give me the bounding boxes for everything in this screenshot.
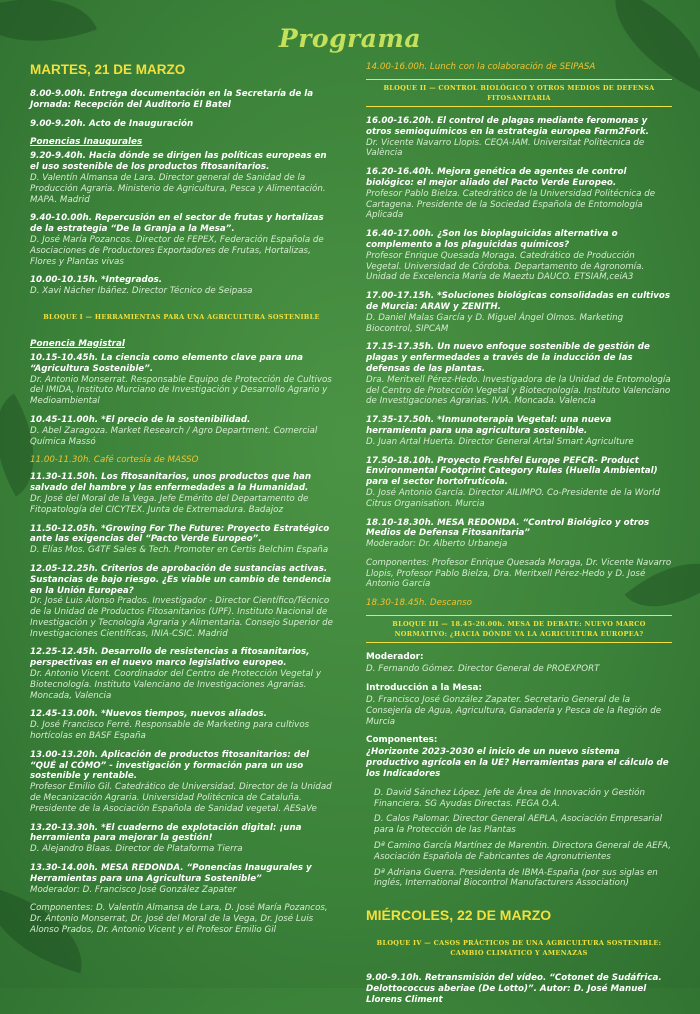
agenda-item: 16.00-16.20h. El control de plagas mediante feromonas y otros semioquímicos en la estrategia europea Farm2Fork. Dr. Vicente Navarro Llopis. CEQA-IAM. Universitat Politècnica de València: [366, 116, 649, 159]
agenda-item: 9.20-9.40h. Hacia dónde se dirigen las políticas europeas en el uso sostenible de los productos fitosanitarios. D. Valentín Almansa de Lara. Director general de Sanidad de la Producción Agraria. Ministerio de Agricultura, Pesca y Alimentación. MAPA. Madrid: [30, 151, 327, 205]
component-person: D. David Sánchez López. Jefe de Área de Innovación y Gestión Financiera. SG Ayudas Directas. FEGA O.A.: [374, 787, 645, 809]
agenda-item: 16.40-17.00h. ¿Son los bioplaguicidas alternativa o complemento a los plaguicidas químicos? Profesor Enrique Quesada Moraga. Catedrático de Producción Vegetal. Universidad de Córdoba. Departamento de Agronomía. Unidad de Excelencia María de Maeztu DAUCO. ETSIAM,ceiA3: [366, 229, 645, 283]
page-title: Programa: [278, 24, 422, 53]
component-person: D. Calos Palomar. Director General AEPLA, Asociación Empresarial para la Protección de las Plantas: [374, 814, 663, 836]
day-heading: MIÉRCOLES, 22 DE MARZO: [366, 907, 552, 924]
agenda-item: 9.40-10.00h. Repercusión en el sector de frutas y hortalizas de la estrategia “De la Granja a la Mesa”. D. José María Pozancos. Director de FEPEX, Federación Española de Asociaciones de Productores Exportadores de Frutas, Hortalizas, Flores y Plantas vivas: [30, 213, 324, 267]
components-label: Componentes:: [366, 735, 438, 746]
agenda-item: 18.10-18.30h. MESA REDONDA. “Control Biológico y otros Medios de Defensa Fitosanitaria” Moderador: Dr. Alberto Urbaneja: [366, 517, 650, 550]
agenda-item: 13.00-13.20h. Aplicación de productos fitosanitarios: del “QUÉ al CÓMO” - investigación y formación para un uso sostenible y rentable. Profesor Emilio Gil. Catedrático de Universidad. Director de la Unidad de Mecanización Agraria. Universidad Politécnica de Cataluña. Presidente de la Asociación Española de Sanidad vegetal. AESaVe: [30, 749, 332, 814]
day-heading: MARTES, 21 DE MARZO: [30, 62, 186, 77]
agenda-item: 13.20-13.30h. *El cuaderno de explotación digital: ¡una herramienta para mejorar la gestión! D. Alejandro Blaas. Director de Plataforma Tierra: [30, 822, 302, 855]
agenda-item: 17.15-17.35h. Un nuevo enfoque sostenible de gestión de plagas y enfermedades a través de la inducción de las defensas de las plantas. Dra. Meritxell Pérez-Hedo. Investigadora de la Unidad de Entomología del Centro de Protección Vegetal y Biotecnología. Instituto Valenciano de Investigaciones Agrarias. IVIA. Moncada. Valencia: [366, 342, 671, 407]
agenda-item: 12.45-13.00h. *Nuevos tiempos, nuevos aliados. D. José Francisco Ferré. Responsable de Marketing para cultivos hortícolas en BASF España: [30, 709, 310, 742]
block-heading: BLOQUE IV — CASOS PRÁCTICOS DE UNA AGRICULTURA SOSTENIBLE: CAMBIO CLIMÁTICO Y AMENAZAS: [376, 939, 662, 958]
agenda-item: 11.50-12.05h. *Growing For The Future: Proyecto Estratégico ante las exigencias del “Pacto Verde Europeo”. D. Elías Mos. G4TF Sales & Tech. Promoter en Certis Belchim España: [30, 523, 330, 556]
block-heading: BLOQUE I — HERRAMIENTAS PARA UNA AGRICULTURA SOSTENIBLE: [43, 312, 320, 321]
agenda-item: 8.00-9.00h. Entrega documentación en la Secretaría de la Jornada: Recepción del Auditorio El Batel: [30, 89, 314, 110]
agenda-item: 17.35-17.50h. *Inmunoterapia Vegetal: una nueva herramienta para una agricultura sostenible. D. Juan Artal Huerta. Director General Artal Smart Agriculture: [366, 415, 634, 447]
components-question: ¿Horizonte 2023-2030 el inicio de un nuevo sistema productivo agrícola en la UE? Herramientas para el cálculo de los Indicadores: [366, 747, 669, 780]
moderator-label: Moderador:: [366, 652, 424, 663]
block-heading: BLOQUE II — CONTROL BIOLÓGICO Y OTROS MEDIOS DE DEFENSA FITOSANITARIA: [383, 84, 655, 102]
agenda-item: 9.00-9.20h. Acto de Inauguración: [30, 118, 194, 129]
intro: D. Francisco José González Zapater. Secretario General de la Consejería de Agua, Agricultura, Ganadería y Pesca de la Región de Murcia: [366, 695, 662, 727]
section-heading: Ponencia Magistral: [30, 338, 125, 349]
section-heading: Ponencias Inaugurales: [30, 137, 143, 148]
agenda-item: 12.05-12.25h. Criterios de aprobación de sustancias activas. Sustancias de bajo riesgo. ¿Es viable un cambio de tendencia en la Unión Europea? Dr. José Luis Alonso Prados. Investigador - Director Científico/Técnico de la Unidad de Productos Fitosanitarios (UPF). Instituto Nacional de Investigación y Tecnología Agraria y Alimentaria. Consejo Superior de Investigaciones Científicas, INIA-CSIC. Madrid: [30, 563, 333, 639]
block-heading: BLOQUE III — 18.45-20.00h. MESA DE DEBATE: NUEVO MARCO NORMATIVO: ¿HACIA DÓNDE VA LA AGRICULTURA EUROPEA?: [392, 620, 646, 639]
agenda-item: 10.00-10.15h. *Integrados. D. Xavi Nácher Ibáñez. Director Técnico de Seipasa: [30, 275, 253, 297]
agenda-item: 11.30-11.50h. Los fitosanitarios, unos productos que han salvado del hambre y las enfermedades a la Humanidad. Dr. José del Moral de la Vega. Jefe Emérito del Departamento de Fitopatología del CICYTEX. Junta de Extremadura. Badajoz: [30, 472, 312, 515]
intro-label: Introducción a la Mesa:: [366, 683, 482, 694]
component-person: Dª Adriana Guerra. Presidenta de IBMA-España (por sus siglas en inglés, International Biocontrol Manufacturers Association): [374, 867, 658, 889]
agenda-item: 17.50-18.10h. Proyecto Freshfel Europe PEFCR- Product Environmental Footprint Category Rules (Huella Ambiental) para el sector hortofrutícola. D. José Antonio García. Director AILIMPO. Co-Presidente de la World Citrus Organisation. Murcia: [366, 455, 661, 509]
agenda-item: 16.20-16.40h. Mejora genética de agentes de control biológico: el mejor aliado del Pacto Verde Europeo. Profesor Pablo Bielza. Catedrático de la Universidad Politécnica de Cartagena. Presidente de la Sociedad Española de Entomología Aplicada: [366, 167, 656, 221]
lunch-notice: 14.00-16.00h. Lunch con la colaboración de SEIPASA: [366, 62, 596, 72]
component-person: Dª Camino García Martínez de Marentin. Directora General de AEFA, Asociación Española de Fabricantes de Agronutrientes: [374, 841, 671, 862]
agenda-item: 10.15-10.45h. La ciencia como elemento clave para una “Agricultura Sostenible”. Dr. Antonio Monserrat. Responsable Equipo de Protección de Cultivos del IMIDA, Instituto Murciano de Investigación y Desarrollo Agrario y Medioambiental: [30, 352, 332, 407]
agenda-item: Componentes: Profesor Enrique Quesada Moraga, Dr. Vicente Navarro Llopis, Profesor Pablo Bielza, Dra. Meritxell Pérez-Hedo y D. José Antonio García: [366, 557, 672, 590]
agenda-item: Componentes: D. Valentín Almansa de Lara, D. José María Pozancos, Dr. Antonio Monserrat, Dr. José del Moral de la Vega, Dr. José Luis Alonso Prados, Dr. Antonio Vicent y el Profesor Emilio Gil: [30, 903, 328, 936]
left-column: [30, 62, 333, 944]
right-column: [366, 62, 672, 1014]
agenda-item: 9.00-9.10h. Retransmisión del vídeo. “Cotonet de Sudáfrica. Delottococcus aberiae (De Lotto)”. Autor: D. José Manuel Llorens Climent: [366, 973, 662, 1005]
agenda-item: 12.25-12.45h. Desarrollo de resistencias a fitosanitarios, perspectivas en el nuevo marco legislativo europeo. Dr. Antonio Vicent. Coordinador del Centro de Protección Vegetal y Biotecnología. Instituto Valenciano de Investigaciones Agrarias. Moncada, Valencia: [30, 647, 321, 701]
break-notice: 18.30-18.45h. Descanso: [366, 598, 472, 609]
break-notice: 11.00-11.30h. Café cortesía de MASSO: [30, 455, 199, 466]
agenda-item: 10.45-11.00h. *El precio de la sostenibilidad. D. Abel Zaragoza. Market Research / Agro Department. Comercial Química Massó: [30, 414, 318, 447]
moderator: D. Fernando Gómez. Director General de PROEXPORT: [366, 664, 600, 675]
agenda-item: 13.30-14.00h. MESA REDONDA. “Ponencias Inaugurales y Herramientas para una Agricultura Sostenible” Moderador: D. Francisco José González Zapater: [30, 863, 312, 895]
agenda-item: 17.00-17.15h. *Soluciones biológicas consolidadas en cultivos de Murcia: ARAW y ZENITH. D. Daniel Malas García y D. Miguel Ángel Olmos. Marketing Biocontrol, SIPCAM: [366, 291, 670, 334]
